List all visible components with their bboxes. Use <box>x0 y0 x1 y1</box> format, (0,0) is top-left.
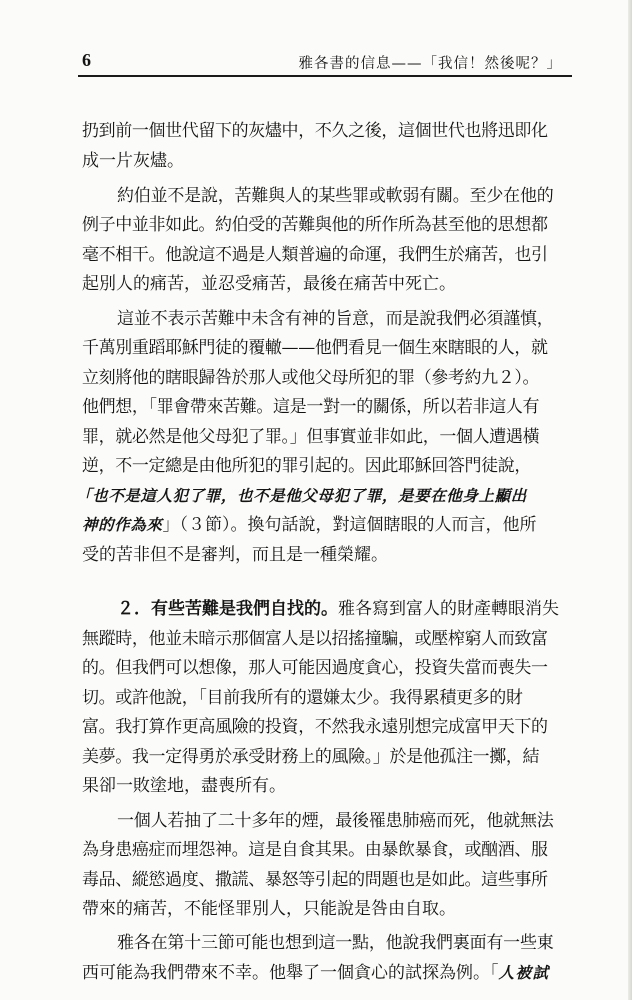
text-line: 為身患癌症而埋怨神。這是自食其果。由暴飲暴食，或酗酒、服 <box>82 840 548 861</box>
text-line: 的。但我們可以想像，那人可能因過度貪心，投資失當而喪失一 <box>82 658 548 679</box>
text-line: 受的苦非但不是審判，而且是一種榮耀。 <box>82 544 388 565</box>
text-line <box>117 594 559 624</box>
text-line: 一個人若抽了二十多年的煙，最後罹患肺癌而死，他就無法 <box>117 810 554 831</box>
scripture-quote: 人被試 <box>498 963 550 982</box>
text-line: 帶來的痛苦，不能怪罪別人，只能說是咎由自取。 <box>82 899 456 920</box>
text-line: 毫不相干。他說這不過是人類普遍的命運，我們生於痛苦，也引 <box>82 244 548 265</box>
text-line: 無蹤時，他並未暗示那個富人是以招搖撞騙，或壓榨窮人而致富 <box>82 628 548 649</box>
section-heading: ２．有些苦難是我們自找的。 <box>117 599 338 620</box>
text-line <box>82 958 550 988</box>
scripture-quote: 神的作為來 <box>82 515 163 535</box>
text-line: 美夢。我一定得勇於承受財務上的風險。」於是他孤注一擲，結 <box>82 746 540 767</box>
text-line: 切。或許他說，「目前我所有的還嫌太少。我得累積更多的財 <box>82 687 523 708</box>
text-line <box>82 510 537 540</box>
text-line: 成一片灰燼。 <box>82 151 184 172</box>
text-line: 逆，不一定總是由他所犯的罪引起的。因此耶穌回答門徒說， <box>82 456 532 477</box>
text-line: 立刻將他的瞎眼歸咎於那人或他父母所犯的罪（參考約九２）。 <box>82 367 540 388</box>
scripture-quote: 「也不是這人犯了罪，也不是他父母犯了罪，是要在他身上顯出 <box>76 485 527 505</box>
text-line: 千萬別重蹈耶穌門徒的覆轍——他們看見一個生來瞎眼的人，就 <box>82 338 548 359</box>
text-line: 這並不表示苦難中未含有神的旨意，而是說我們必須謹慎， <box>117 308 554 329</box>
text-fragment: 」（３節）。換句話說，對這個瞎眼的人而言，他所 <box>162 515 537 536</box>
text-line: 富。我打算作更高風險的投資，不然我永遠別想完成富甲天下的 <box>82 717 548 738</box>
text-line: 罪，就必然是他父母犯了罪。」但事實並非如此，一個人遭遇橫 <box>82 426 540 447</box>
text-line: 例子中並非如此。約伯受的苦難與他的所作所為甚至他的思想都 <box>82 215 548 236</box>
text-line: 起別人的痛苦，並忍受痛苦，最後在痛苦中死亡。 <box>82 274 456 295</box>
text-line: 雅各在第十三節可能也想到這一點，他說我們裏面有一些東 <box>117 933 554 954</box>
text-fragment: 西可能為我們帶來不幸。他舉了一個貪心的試探為例。「 <box>82 963 499 983</box>
text-line: 約伯並不是說，苦難與人的某些罪或軟弱有關。至少在他的 <box>117 185 554 206</box>
running-title: 雅各書的信息——「我信！然後呢？」 <box>298 56 562 72</box>
text-fragment: 雅各寫到富人的財產轉眼消失 <box>338 599 559 620</box>
page-number: 6 <box>82 50 91 70</box>
text-line: 毒品、縱慾過度、撒謊、暴怒等引起的問題也是如此。這些事所 <box>82 869 548 890</box>
text-line: 扔到前一個世代留下的灰燼中，不久之後，這個世代也將迅即化 <box>82 121 548 141</box>
text-line: 果卻一敗塗地，盡喪所有。 <box>82 776 286 797</box>
text-line: 他們想，「罪會帶來苦難。這是一對一的關係，所以若非這人有 <box>82 397 540 418</box>
